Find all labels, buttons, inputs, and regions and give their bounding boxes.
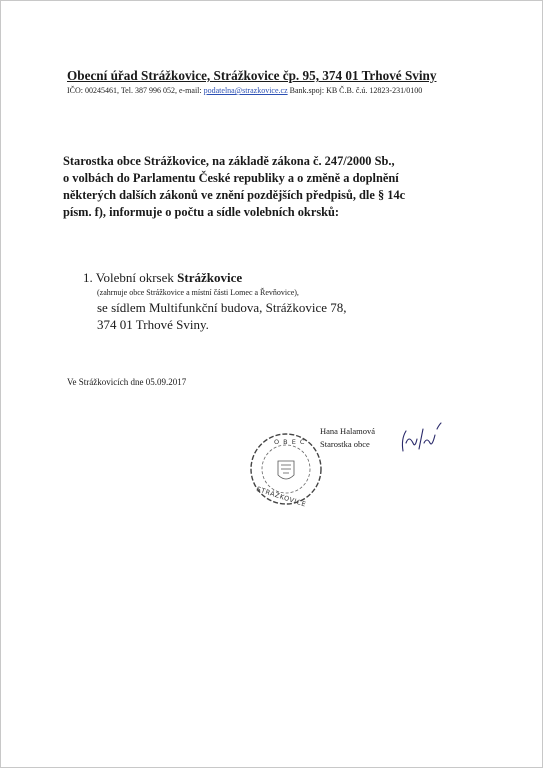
office-contact-line	[67, 86, 422, 95]
signer-role: Starostka obce	[320, 439, 370, 449]
district-note: (zahrnuje obce Strážkovice a místní části Lomec a Řevňovice),	[97, 288, 299, 297]
email-link[interactable]: podatelna@strazkovice.cz	[203, 86, 288, 95]
district-name: Strážkovice	[177, 270, 243, 285]
office-header-title: Obecní úřad Strážkovice, Strážkovice čp. 95, 374 01 Trhové Sviny	[67, 68, 437, 83]
stamp-top-text: O B E C	[274, 438, 306, 446]
contact-ico-phone: IČO: 00245461, Tel. 387 996 052, e-mail:	[67, 86, 204, 95]
district-address-line-1: se sídlem Multifunkční budova, Strážkovice 78,	[97, 300, 347, 315]
intro-line-3: některých dalších zákonů ve znění pozdějších předpisů, dle § 14c	[63, 188, 406, 202]
signer-name: Hana Halamová	[320, 426, 375, 436]
district-heading	[83, 269, 346, 286]
handwritten-signature	[397, 421, 443, 457]
place-date-line: Ve Strážkovicích dne 05.09.2017	[67, 377, 187, 387]
electoral-district-item	[83, 269, 346, 333]
intro-line-2: o volbách do Parlamentu České republiky a o změně a doplnění	[63, 171, 399, 185]
intro-line-4: písm. f), informuje o počtu a sídle volebních okrsků:	[63, 205, 340, 219]
intro-paragraph	[63, 153, 483, 221]
stamp-bottom-text: STRÁŽKOVICE	[255, 485, 308, 509]
district-address-line-2: 374 01 Trhové Sviny.	[97, 317, 209, 332]
intro-line-1: Starostka obce Strážkovice, na základě zákona č. 247/2000 Sb.,	[63, 154, 395, 168]
bank-info: Bank.spoj: KB Č.B. č.ú. 12823-231/0100	[287, 86, 423, 95]
district-prefix: 1. Volební okrsek	[83, 270, 178, 285]
signer-block	[320, 425, 375, 451]
